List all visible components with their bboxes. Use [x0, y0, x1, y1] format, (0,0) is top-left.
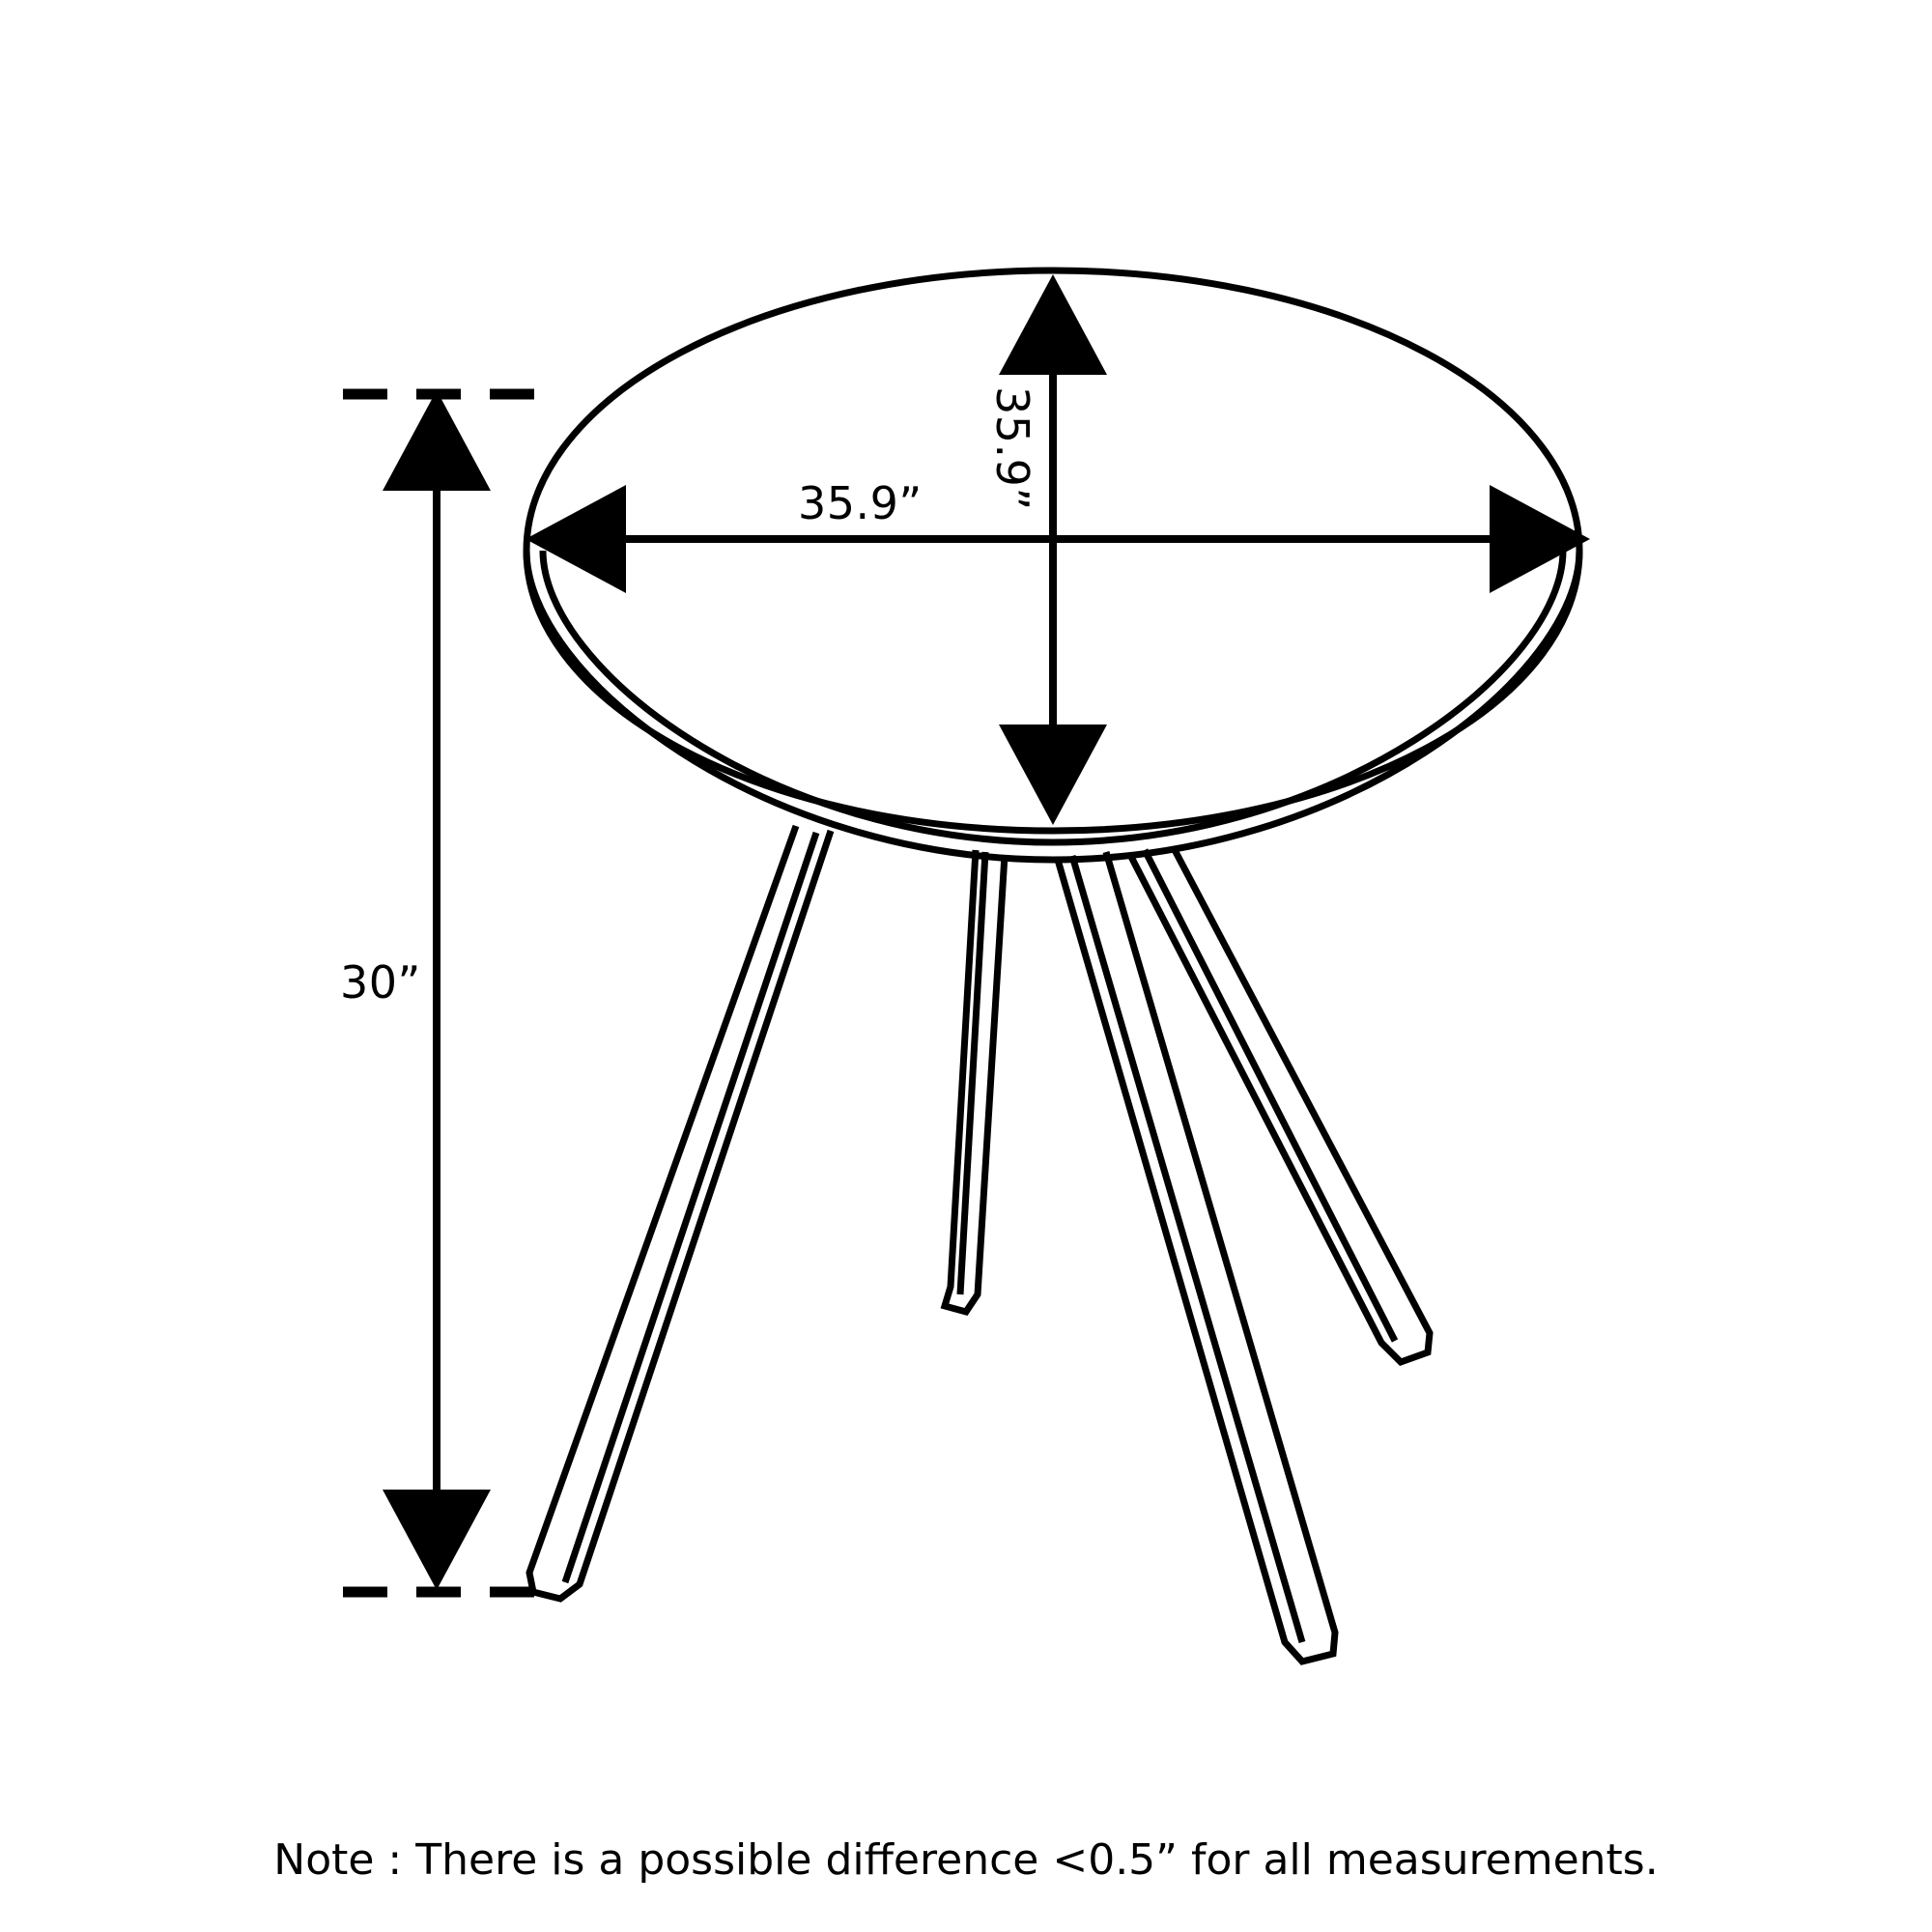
- measurement-note: Note : There is a possible difference <0.5” for all measurements.: [273, 1835, 1659, 1885]
- dimension-label-width: 35.9”: [798, 477, 923, 529]
- table-legs: [529, 826, 1430, 1662]
- dimension-label-depth: 35.9”: [986, 386, 1038, 511]
- dimension-label-height: 30”: [340, 956, 421, 1009]
